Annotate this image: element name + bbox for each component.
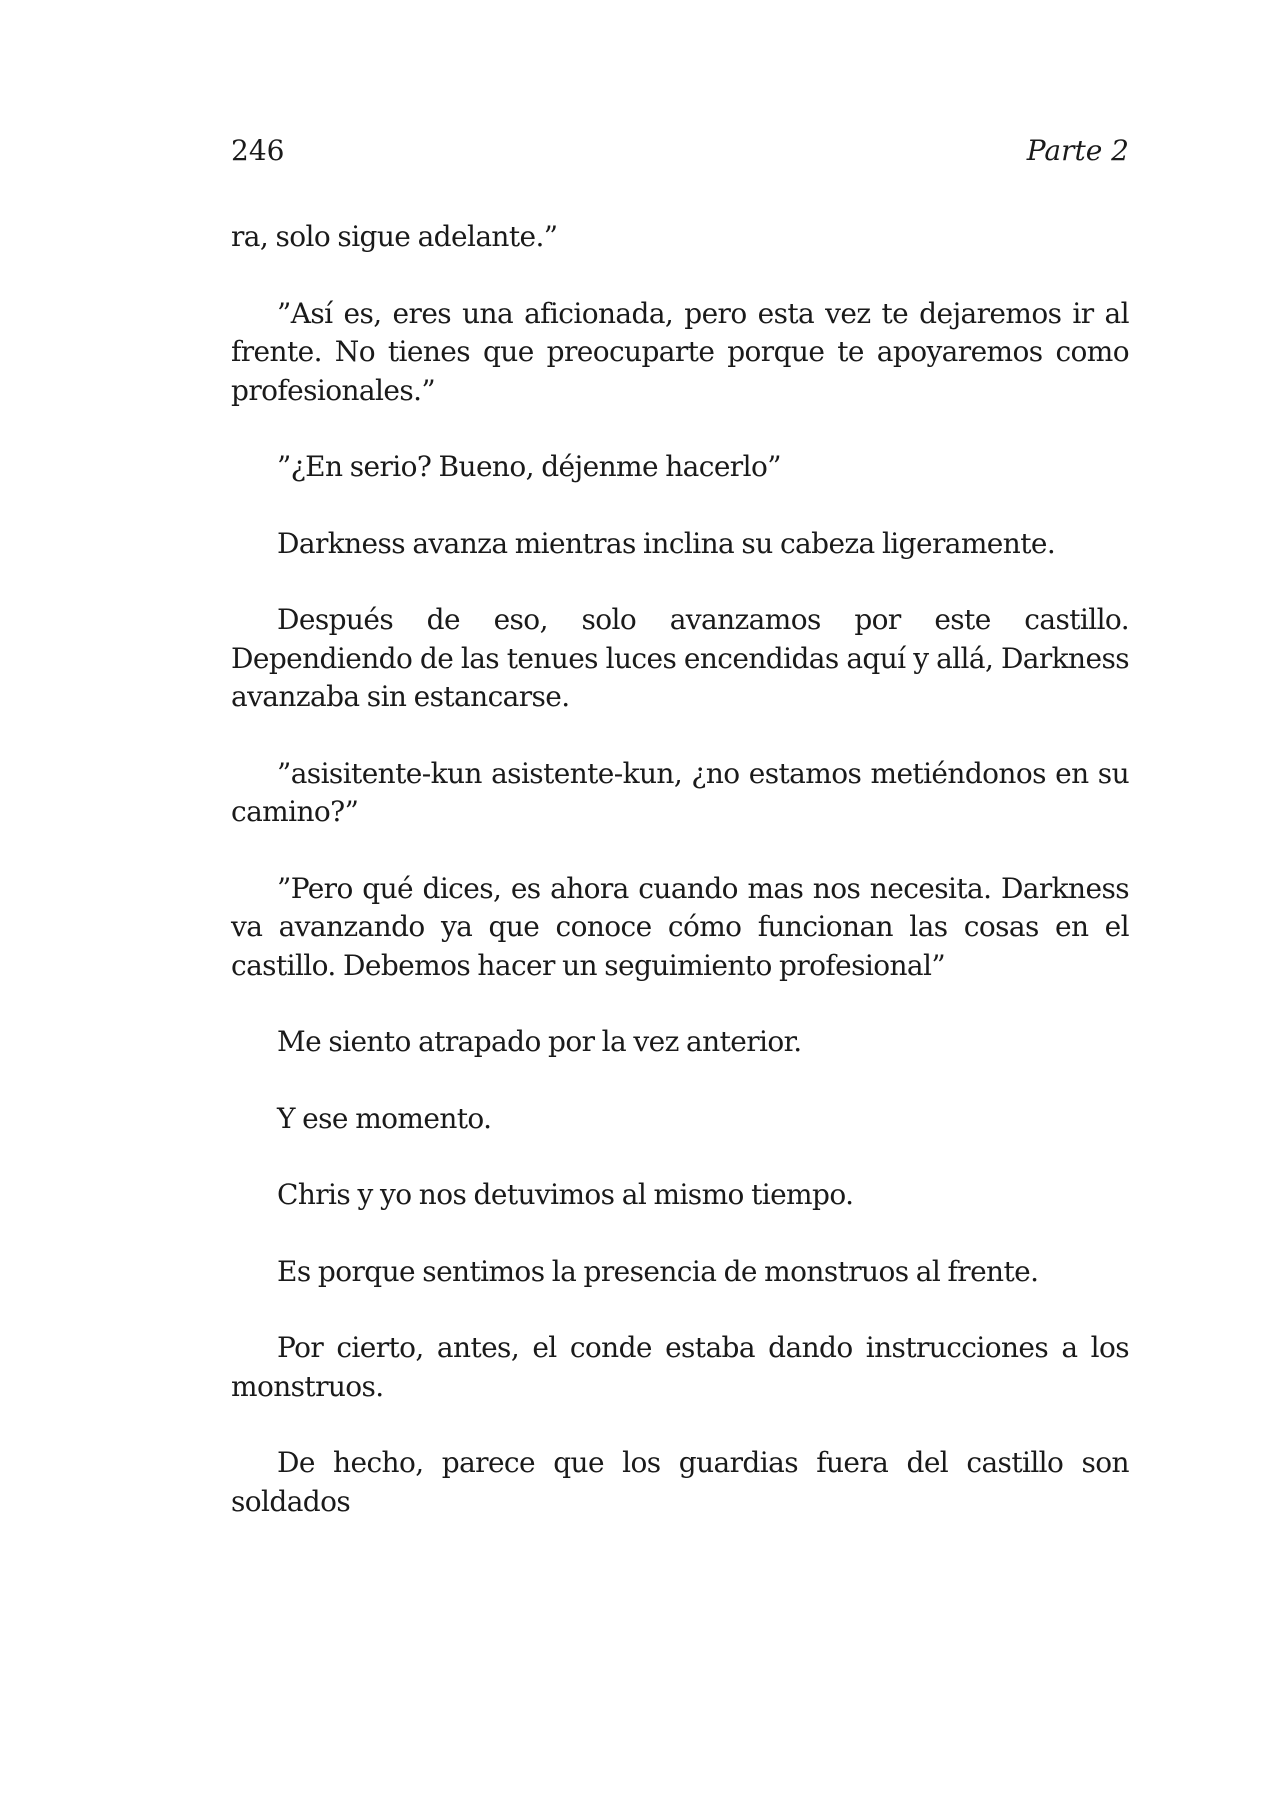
paragraph: ”asisitente-kun asistente-kun, ¿no estamos metiéndonos en su camino?” (231, 756, 1129, 828)
paragraph: ”Pero qué dices, es ahora cuando mas nos necesita. Darkness va avanzando ya que conoce cómo funcionan las cosas en el castillo. Debemos hacer un seguimiento profesional” (231, 871, 1129, 982)
paragraph: Es porque sentimos la presencia de monstruos al frente. (277, 1254, 1039, 1288)
paragraph: Me siento atrapado por la vez anterior. (277, 1025, 802, 1058)
running-head: Parte 2 (1026, 134, 1129, 167)
body-text (231, 218, 1129, 1521)
page-header (231, 131, 1129, 171)
paragraph: Por cierto, antes, el conde estaba dando instrucciones a los monstruos. (231, 1331, 1129, 1403)
paragraph: ”¿En serio? Bueno, déjenme hacerlo” (277, 450, 781, 483)
paragraph: Y ese momento. (277, 1101, 492, 1135)
paragraph: De hecho, parece que los guardias fuera del castillo son soldados (231, 1446, 1129, 1518)
paragraph: Después de eso, solo avanzamos por este castillo. Dependiendo de las tenues luces encendidas aquí y allá, Darkness avanzaba sin estancarse. (231, 603, 1129, 713)
paragraph: Darkness avanza mientras inclina su cabeza ligeramente. (277, 526, 1056, 560)
page-number: 246 (231, 134, 285, 167)
paragraph: ”Así es, eres una aficionada, pero esta vez te dejaremos ir al frente. No tienes que preocuparte porque te apoyaremos como profesionales.” (231, 296, 1129, 407)
paragraph: ra, solo sigue adelante.” (231, 220, 558, 253)
paragraph: Chris y yo nos detuvimos al mismo tiempo. (277, 1178, 854, 1211)
